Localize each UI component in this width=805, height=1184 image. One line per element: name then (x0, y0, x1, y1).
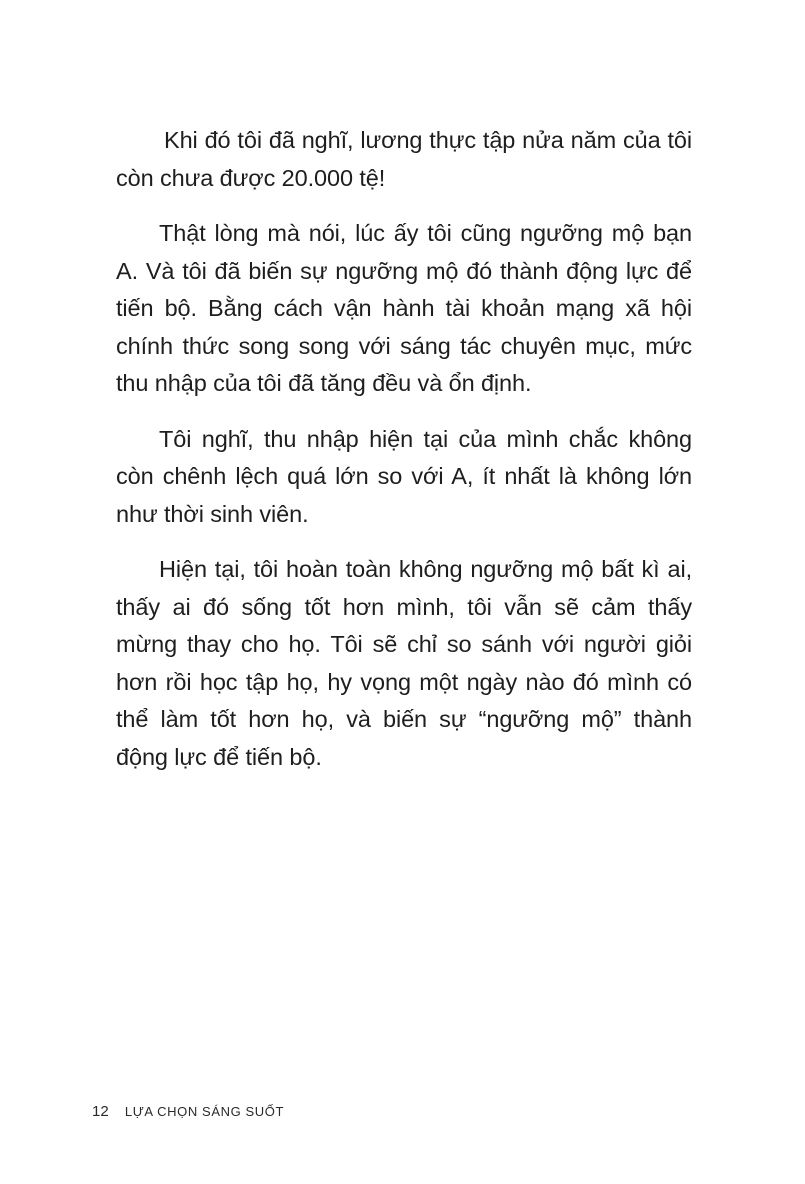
running-title: LỰA CHỌN SÁNG SUỐT (124, 1104, 285, 1119)
paragraph-3: Tôi nghĩ, thu nhập hiện tại của mình chắc không còn chênh lệch quá lớn so với A, ít nhất là không lớn như thời sinh viên. (116, 425, 692, 527)
page-number: 12 (92, 1103, 109, 1120)
paragraph-2: Thật lòng mà nói, lúc ấy tôi cũng ngưỡng mộ bạn A. Và tôi đã biến sự ngưỡng mộ đó thành động lực để tiến bộ. Bằng cách vận hành tài khoản mạng xã hội chính thức song song với sáng tác chuyên mục, mức thu nhập của tôi đã tăng đều và ổn định. (116, 220, 692, 396)
paragraph-4: Hiện tại, tôi hoàn toàn không ngưỡng mộ bất kì ai, thấy ai đó sống tốt hơn mình, tôi vẫn sẽ cảm thấy mừng thay cho họ. Tôi sẽ chỉ so sánh với người giỏi hơn rồi học tập họ, hy vọng một ngày nào đó mình có thể làm tốt hơn họ, và biến sự “ngưỡng mộ” thành động lực để tiến bộ. (116, 556, 692, 770)
page-footer (92, 1102, 284, 1122)
body-text (116, 122, 692, 794)
paragraph-1: Khi đó tôi đã nghĩ, lương thực tập nửa năm của tôi còn chưa được 20.000 tệ! (116, 127, 692, 191)
